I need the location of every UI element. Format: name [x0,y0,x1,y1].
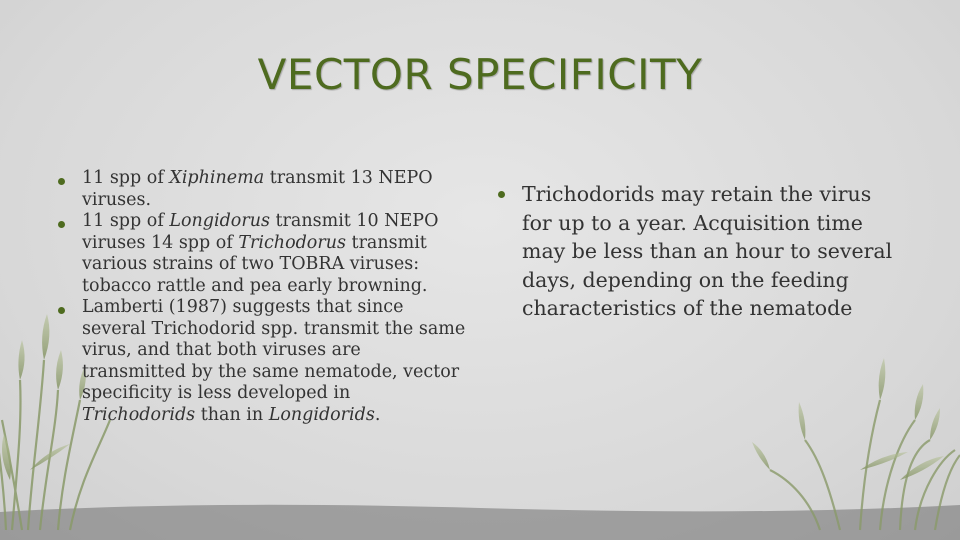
bullet-text: transmit various strains of two TOBRA viruses: tobacco rattle and pea early browning. [82,232,428,296]
bullet-icon [498,191,505,198]
genus-name: Trichodorus [238,232,346,253]
bullet-icon [58,307,65,314]
left-column [58,168,468,426]
bullet-text: . [374,404,381,425]
bullet-text: 11 spp of [82,168,170,188]
genus-name: Xiphinema [169,168,265,188]
slide-title: VECTOR SPECIFICITY [257,50,703,99]
bullet-text: transmit 13 NEPO viruses. [82,168,433,210]
list-item [58,297,468,426]
genus-name: Trichodorids [82,404,196,425]
bullet-text: transmit 10 NEPO viruses 14 spp of [82,211,439,253]
bullet-text: than in [195,404,269,425]
list-item [498,180,898,323]
bullet-icon [58,221,65,228]
bullet-text: 11 spp of [82,211,170,231]
left-bullet-list [58,168,468,426]
right-column [498,180,898,323]
genus-name: Longidorus [169,211,270,231]
bullet-text: Lamberti (1987) suggests that since several Trichodorid spp. transmit the same virus, and that both viruses are transmitted by the same nematode, vector specificity is less developed in [82,297,466,403]
list-item [58,168,468,211]
bullet-icon [58,178,65,185]
right-bullet-list [498,180,898,323]
list-item [58,211,468,297]
bullet-text: Trichodorids may retain the virus for up to a year. Acquisition time may be less than an hour to several days, depending on the feeding characteristics of the nematode [522,182,893,320]
genus-name: Longidorids [268,404,375,425]
